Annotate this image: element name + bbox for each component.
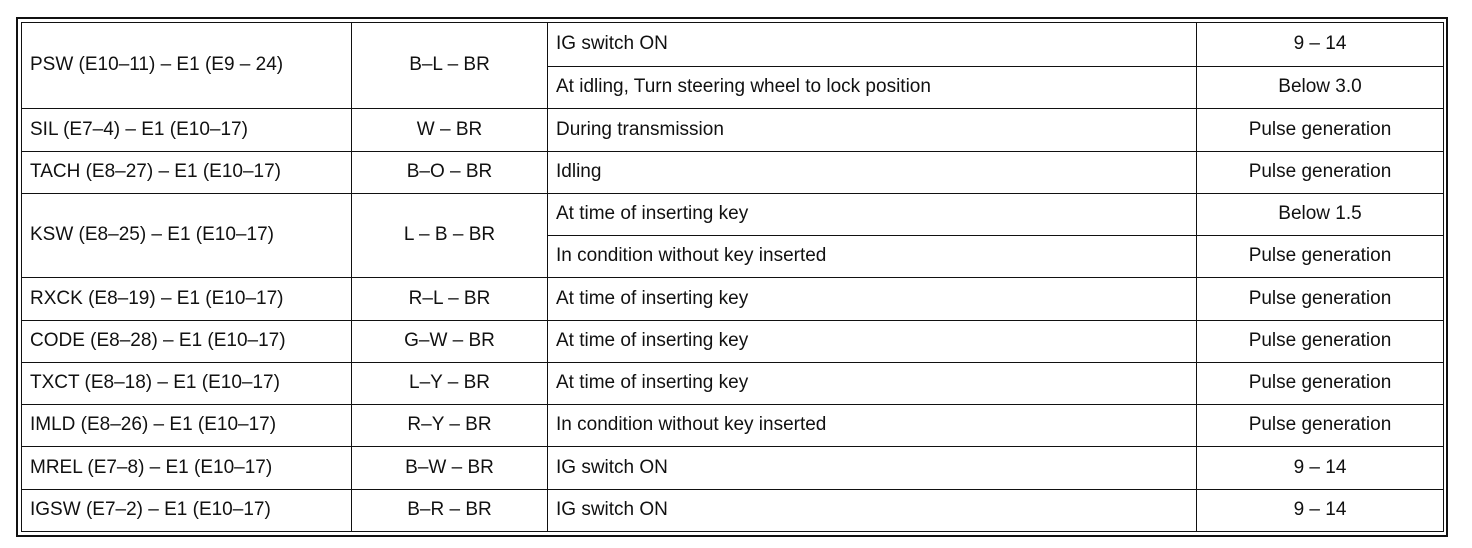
condition-cell: IG switch ON: [548, 447, 1197, 489]
condition-cell: In condition without key inserted: [548, 405, 1197, 447]
terminal-cell: MREL (E7–8) – E1 (E10–17): [22, 447, 352, 489]
condition-cell: At time of inserting key: [548, 278, 1197, 320]
condition-cell: IG switch ON: [548, 23, 1197, 67]
specified-condition-cell: Pulse generation: [1197, 362, 1444, 404]
wiring-color-cell: R–L – BR: [352, 278, 548, 320]
wiring-color-cell: G–W – BR: [352, 320, 548, 362]
table-row: [22, 320, 1444, 362]
specified-condition-cell: Pulse generation: [1197, 151, 1444, 193]
table-row: [22, 405, 1444, 447]
table-row: [22, 447, 1444, 489]
terminal-cell: SIL (E7–4) – E1 (E10–17): [22, 109, 352, 151]
table-row: [22, 278, 1444, 320]
specified-condition-cell: Pulse generation: [1197, 278, 1444, 320]
terminal-cell: IMLD (E8–26) – E1 (E10–17): [22, 405, 352, 447]
specified-condition-cell: 9 – 14: [1197, 447, 1444, 489]
specified-condition-cell: Pulse generation: [1197, 109, 1444, 151]
condition-cell: During transmission: [548, 109, 1197, 151]
wiring-color-cell: L–Y – BR: [352, 362, 548, 404]
table-row: [22, 109, 1444, 151]
specified-condition-cell: Below 3.0: [1197, 67, 1444, 109]
table-row: [22, 489, 1444, 531]
condition-cell: At time of inserting key: [548, 320, 1197, 362]
terminal-cell: RXCK (E8–19) – E1 (E10–17): [22, 278, 352, 320]
specified-condition-cell: Pulse generation: [1197, 320, 1444, 362]
table-row: [22, 23, 1444, 67]
table-row: [22, 362, 1444, 404]
terminal-cell: KSW (E8–25) – E1 (E10–17): [22, 193, 352, 277]
wiring-color-cell: R–Y – BR: [352, 405, 548, 447]
wiring-color-cell: W – BR: [352, 109, 548, 151]
terminal-cell: TACH (E8–27) – E1 (E10–17): [22, 151, 352, 193]
condition-cell: At time of inserting key: [548, 193, 1197, 235]
terminal-cell: PSW (E10–11) – E1 (E9 – 24): [22, 23, 352, 109]
condition-cell: At idling, Turn steering wheel to lock position: [548, 67, 1197, 109]
wiring-color-cell: B–R – BR: [352, 489, 548, 531]
specified-condition-cell: 9 – 14: [1197, 23, 1444, 67]
wiring-color-cell: B–L – BR: [352, 23, 548, 109]
specified-condition-cell: Below 1.5: [1197, 193, 1444, 235]
condition-cell: At time of inserting key: [548, 362, 1197, 404]
table-row: [22, 151, 1444, 193]
wiring-color-cell: B–W – BR: [352, 447, 548, 489]
wiring-color-cell: L – B – BR: [352, 193, 548, 277]
condition-cell: IG switch ON: [548, 489, 1197, 531]
specified-condition-cell: Pulse generation: [1197, 236, 1444, 278]
terminal-cell: IGSW (E7–2) – E1 (E10–17): [22, 489, 352, 531]
terminal-cell: TXCT (E8–18) – E1 (E10–17): [22, 362, 352, 404]
table-row: [22, 193, 1444, 235]
specified-condition-cell: Pulse generation: [1197, 405, 1444, 447]
terminal-cell: CODE (E8–28) – E1 (E10–17): [22, 320, 352, 362]
ecu-terminal-table: [21, 22, 1444, 532]
specified-condition-cell: 9 – 14: [1197, 489, 1444, 531]
condition-cell: Idling: [548, 151, 1197, 193]
wiring-color-cell: B–O – BR: [352, 151, 548, 193]
condition-cell: In condition without key inserted: [548, 236, 1197, 278]
